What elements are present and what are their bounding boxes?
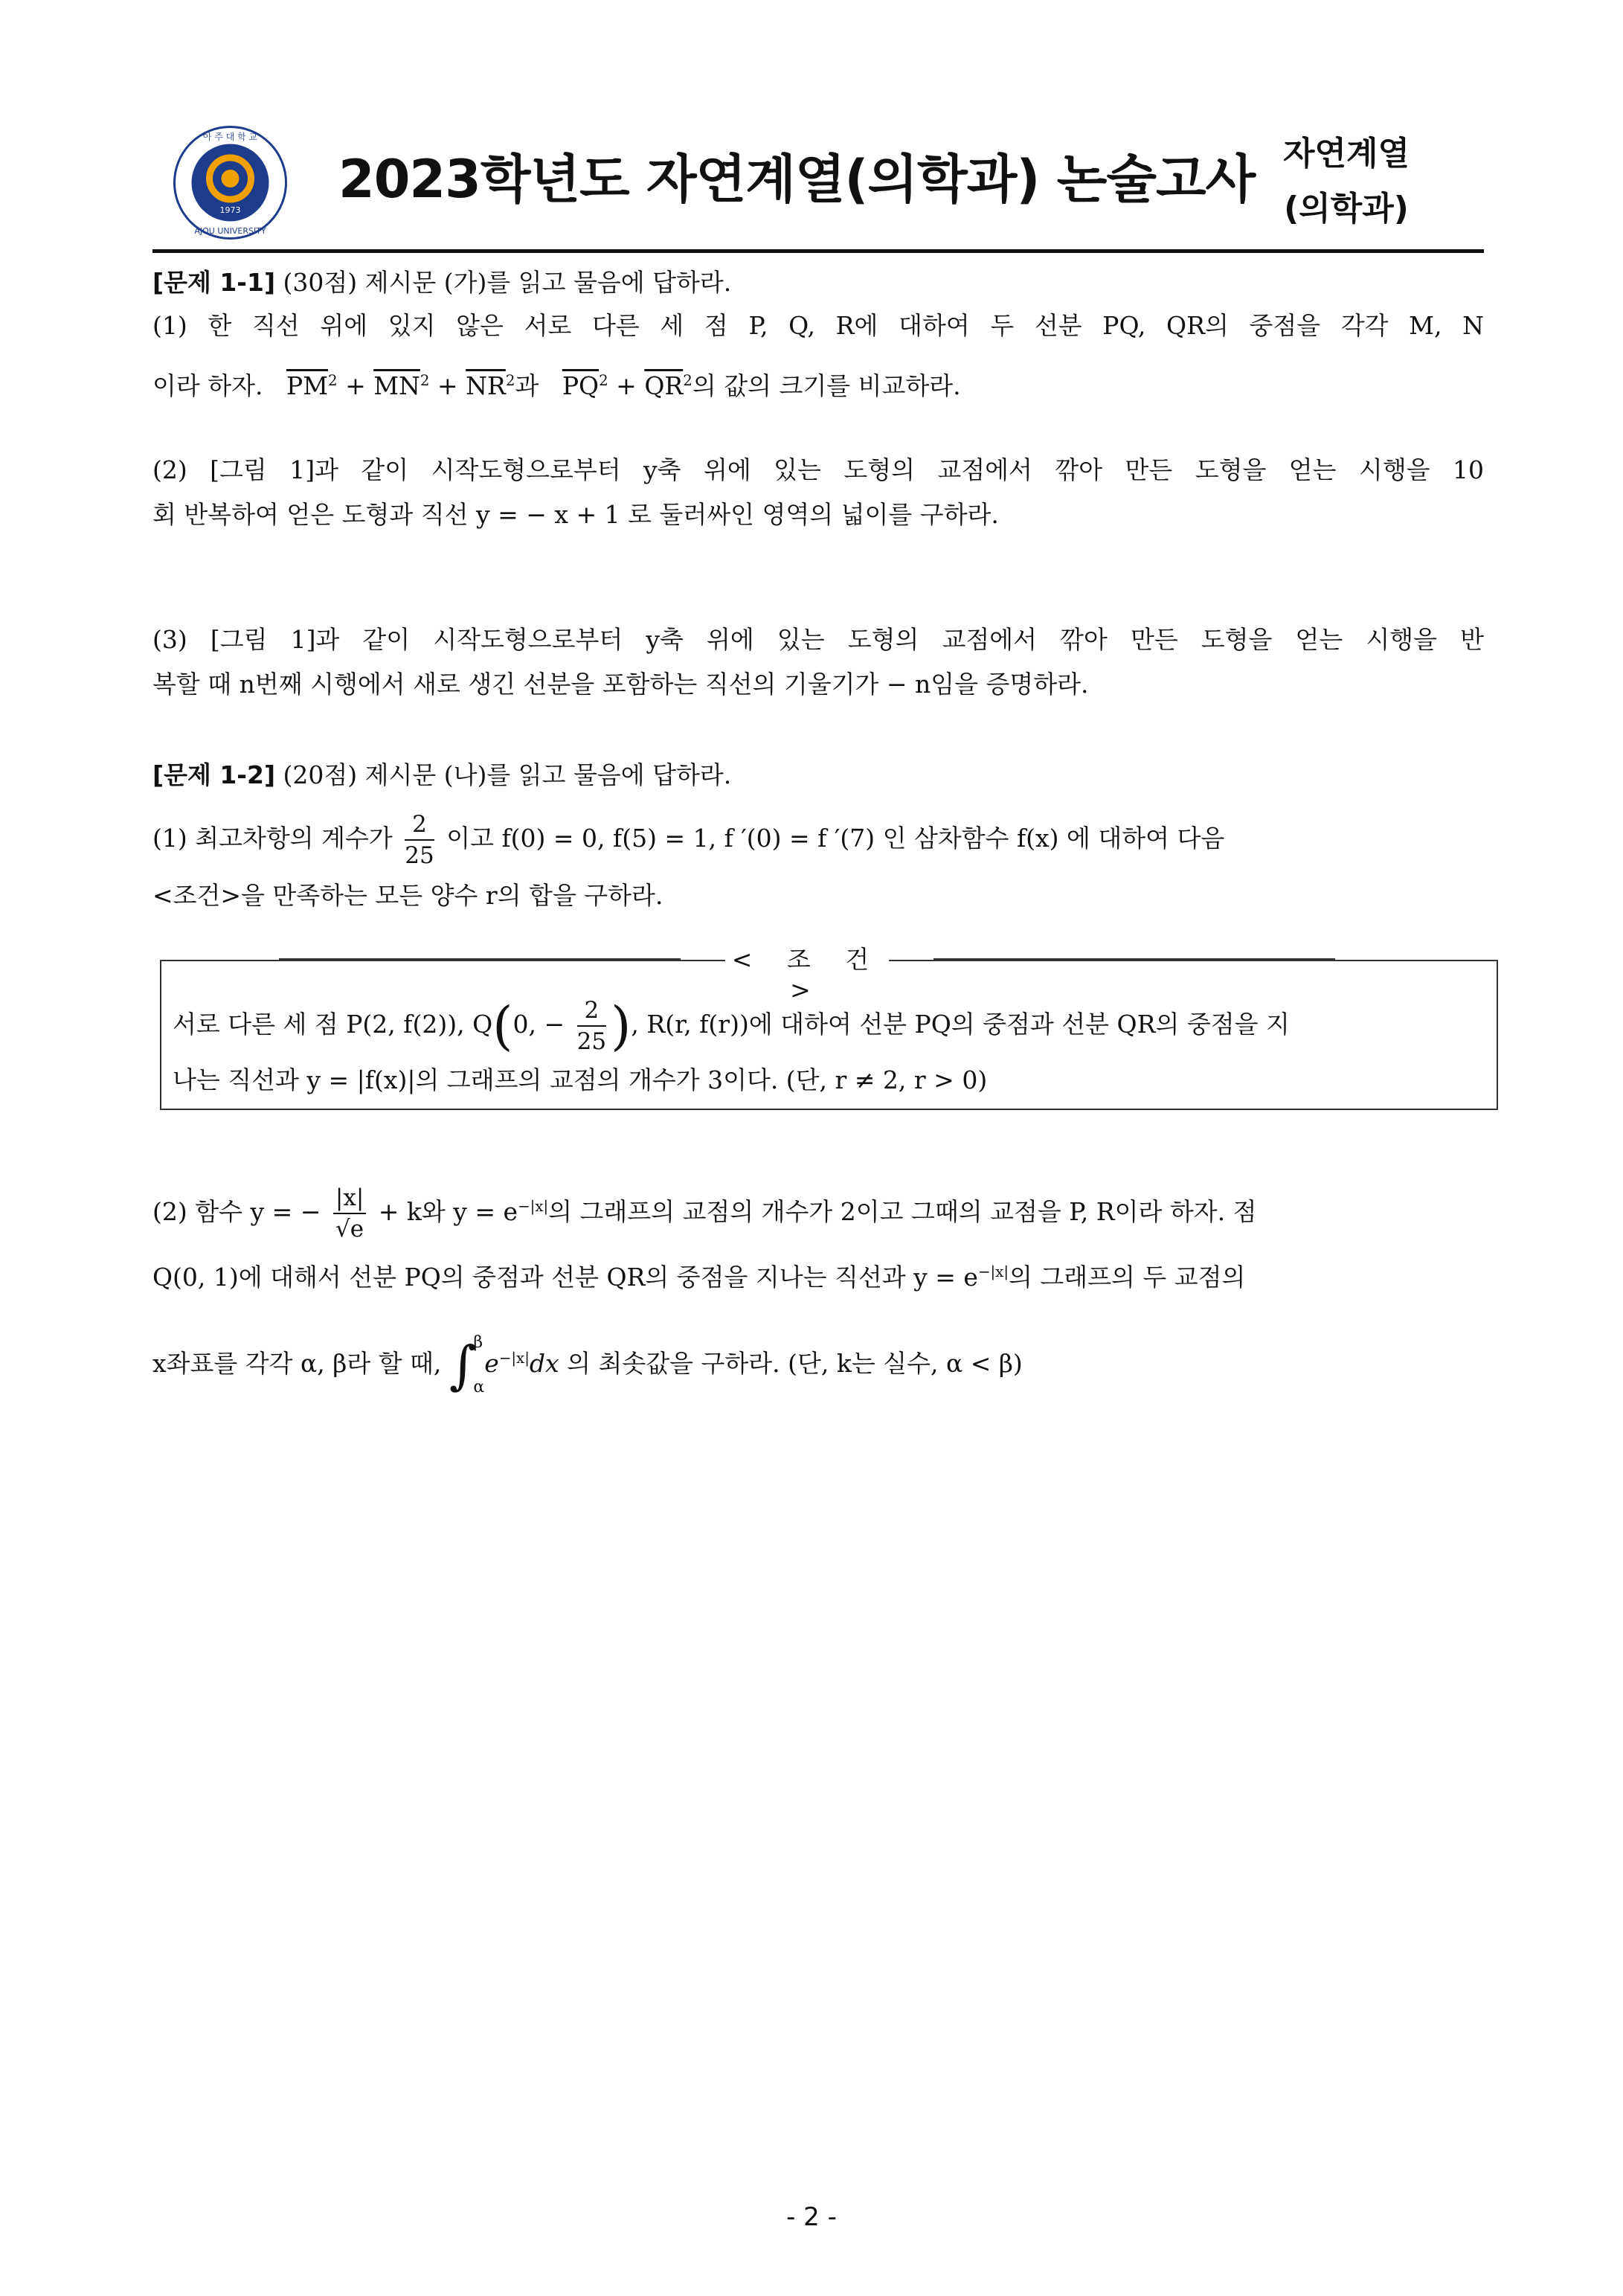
segment-pm: $\overline{PM}$ <box>286 371 328 400</box>
condition-line-2: 나는 직선과 y = |f(x)|의 그래프의 교점의 개수가 3이다. (단, r ≠ 2, r > 0) <box>173 1065 988 1094</box>
integral-sign: ∫ <box>449 1335 477 1396</box>
text-run: , R(r, f(r))에 대하여 선분 PQ의 중점과 선분 QR의 중점을 지 <box>631 1010 1290 1039</box>
fraction-numerator: |x| <box>333 1183 366 1214</box>
text-run: 의 최솟값을 구하라. (단, k는 실수, α < β) <box>567 1349 1023 1378</box>
problem-label: [문제 1-1] <box>152 268 276 297</box>
text-run: (2) 함수 y = − <box>152 1197 321 1226</box>
question-1-1-2-line-1: (2) [그림 1]과 같이 시작도형으로부터 y축 위에 있는 도형의 교점에서 깎아 만든 도형을 얻는 시행을 10 <box>152 455 1484 484</box>
fraction <box>577 995 606 1056</box>
fraction-denominator: 25 <box>405 842 434 869</box>
logo-bottom-text: AJOU UNIVERSITY <box>194 226 266 236</box>
exam-title: 2023학년도 자연계열(의학과) 논술고사 <box>338 149 1256 210</box>
text-run: + k와 y = e <box>378 1197 518 1226</box>
segment-qr: $\overline{QR}$ <box>644 371 684 400</box>
problem-label: [문제 1-2] <box>152 760 276 789</box>
condition-header <box>279 940 1335 1004</box>
integral-upper-limit: β <box>473 1333 483 1352</box>
question-1-2-1-line-2: <조건>을 만족하는 모든 양수 r의 합을 구하라. <box>152 881 663 910</box>
question-1-1-3-line-1: (3) [그림 1]과 같이 시작도형으로부터 y축 위에 있는 도형의 교점에서 깎아 만든 도형을 얻는 시행을 반 <box>152 625 1484 654</box>
condition-title: < 조 건 > <box>725 940 889 1004</box>
department-line-2: (의학과) <box>1284 190 1409 228</box>
text-run: 과 <box>515 371 539 400</box>
condition-rule-left <box>279 958 681 960</box>
text-run: Q(0, 1)에 대해서 선분 PQ의 중점과 선분 QR의 중점을 지나는 직선과 y = e <box>152 1263 978 1292</box>
fraction-numerator: 2 <box>577 995 606 1027</box>
integral-lower-limit: α <box>473 1378 485 1396</box>
question-1-1-1-line-1: (1) 한 직선 위에 있지 않은 서로 다른 세 점 P, Q, R에 대하여 두 선분 PQ, QR의 중점을 각각 M, N <box>152 311 1484 340</box>
fraction <box>333 1183 366 1244</box>
question-1-1-2-line-2: 회 반복하여 얻은 도형과 직선 y = − x + 1 로 둘러싸인 영역의 넓이를 구하라. <box>152 500 999 529</box>
segment-nr: $\overline{NR}$ <box>466 371 506 400</box>
problem-1-2-heading <box>152 760 731 790</box>
text-run: 서로 다른 세 점 P(2, f(2)), Q <box>173 1010 493 1039</box>
logo-year: 1973 <box>219 205 241 215</box>
university-logo <box>173 125 288 240</box>
segment-mn: $\overline{MN}$ <box>373 371 420 400</box>
logo-top-text: 아 주 대 학 교 <box>202 132 258 142</box>
problem-1-1-heading <box>152 268 731 298</box>
fraction-numerator: 2 <box>405 809 434 841</box>
problem-intro: (20점) 제시문 (나)를 읽고 물음에 답하라. <box>283 760 732 789</box>
integral-limits <box>473 1321 484 1410</box>
text-run: 0, − <box>512 1010 565 1039</box>
department-label <box>1272 126 1421 237</box>
text-run: 의 그래프의 교점의 개수가 2이고 그때의 교점을 P, R이라 하자. 점 <box>548 1197 1257 1226</box>
paren-open: ( <box>492 995 513 1056</box>
question-1-2-2-line-2 <box>152 1257 1245 1292</box>
text-run: 의 그래프의 두 교점의 <box>1009 1263 1246 1292</box>
condition-line-1 <box>173 995 1290 1056</box>
text-run: x좌표를 각각 α, β라 할 때, <box>152 1349 442 1378</box>
differential: dx <box>529 1349 559 1378</box>
header-divider <box>152 249 1484 253</box>
fraction-denominator: √e <box>335 1216 364 1242</box>
problem-intro: (30점) 제시문 (가)를 읽고 물음에 답하라. <box>283 268 732 297</box>
page-number: - 2 - <box>786 2202 837 2232</box>
fraction-denominator: 25 <box>576 1028 607 1055</box>
condition-rule-right <box>933 958 1335 960</box>
question-1-1-3-line-2: 복할 때 n번째 시행에서 새로 생긴 선분을 포함하는 직선의 기울기가 − n임을 증명하라. <box>152 670 1089 699</box>
question-1-2-2-line-3 <box>152 1321 1023 1410</box>
integrand-base: e <box>484 1349 499 1378</box>
text-run: 이고 f(0) = 0, f(5) = 1, f ′(0) = f ′(7) 인 삼차함수 f(x) 에 대하여 다음 <box>446 824 1225 853</box>
segment-pq: $\overline{PQ}$ <box>562 371 600 400</box>
question-1-1-1-line-2: 이라 하자. $\overline{PM}^2 + \overline{MN}^2 + \overline{NR}^2$과 $\overline{PQ}^2 + \overline{QR}^2$의 값의 크기를 비교하라. <box>152 371 961 400</box>
question-1-2-1-line-1 <box>152 809 1224 870</box>
text-run: (1) 최고차항의 계수가 <box>152 824 393 853</box>
exponent: −|x| <box>518 1198 549 1215</box>
exponent: −|x| <box>977 1263 1009 1280</box>
text-run: 의 값의 크기를 비교하라. <box>692 371 961 400</box>
exponent: −|x| <box>498 1350 530 1367</box>
question-1-2-2-line-1 <box>152 1183 1256 1244</box>
paren-close: ) <box>611 995 631 1056</box>
department-line-1: 자연계열 <box>1282 135 1410 173</box>
text-run: 이라 하자. <box>152 371 263 400</box>
fraction <box>405 809 434 870</box>
